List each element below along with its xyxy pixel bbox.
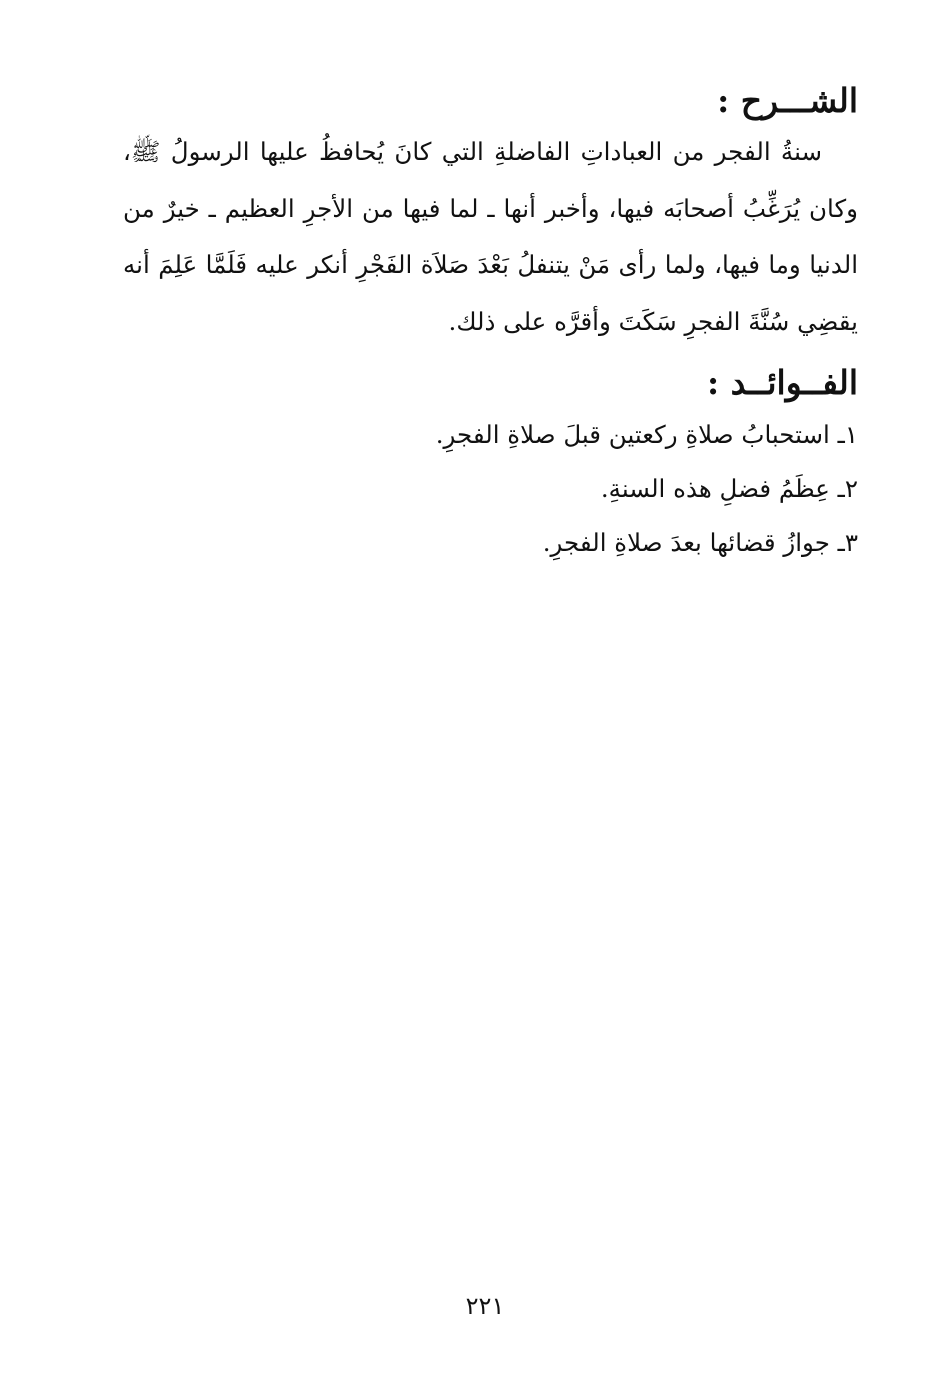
fawaid-item-1: ١ـ استحبابُ صلاةِ ركعتين قبلَ صلاةِ الفجرِ. [435,420,858,449]
sharh-heading: الشـــرح : [717,81,858,120]
fawaid-item-3: ٣ـ جوازُ قضائها بعدَ صلاةِ الفجرِ. [542,528,858,557]
fawaid-item-2: ٢ـ عِظَمُ فضلِ هذه السنةِ. [600,474,858,503]
fawaid-heading: الفــوائــد : [707,363,858,402]
sharh-paragraph: سنةُ الفجر من العباداتِ الفاضلةِ التي كانَ يُحافظُ عليها الرسولُ ﷺ، وكان يُرَغِّبُ أصحابَه فيها، وأخبر أنها ـ لما فيها من الأجرِ العظيم ـ خيرٌ من الدنيا وما فيها، ولما رأى مَنْ يتنفلُ بَعْدَ صَلاَة الفَجْرِ أنكر عليه فَلَمَّا عَلِمَ أنه يقضِي سُنَّةَ الفجرِ سَكَتَ وأقرَّه على ذلك. [123,137,858,336]
fawaid-list [123,408,858,570]
page-number: ٢٢١ [465,1292,505,1320]
page-content [123,78,858,570]
